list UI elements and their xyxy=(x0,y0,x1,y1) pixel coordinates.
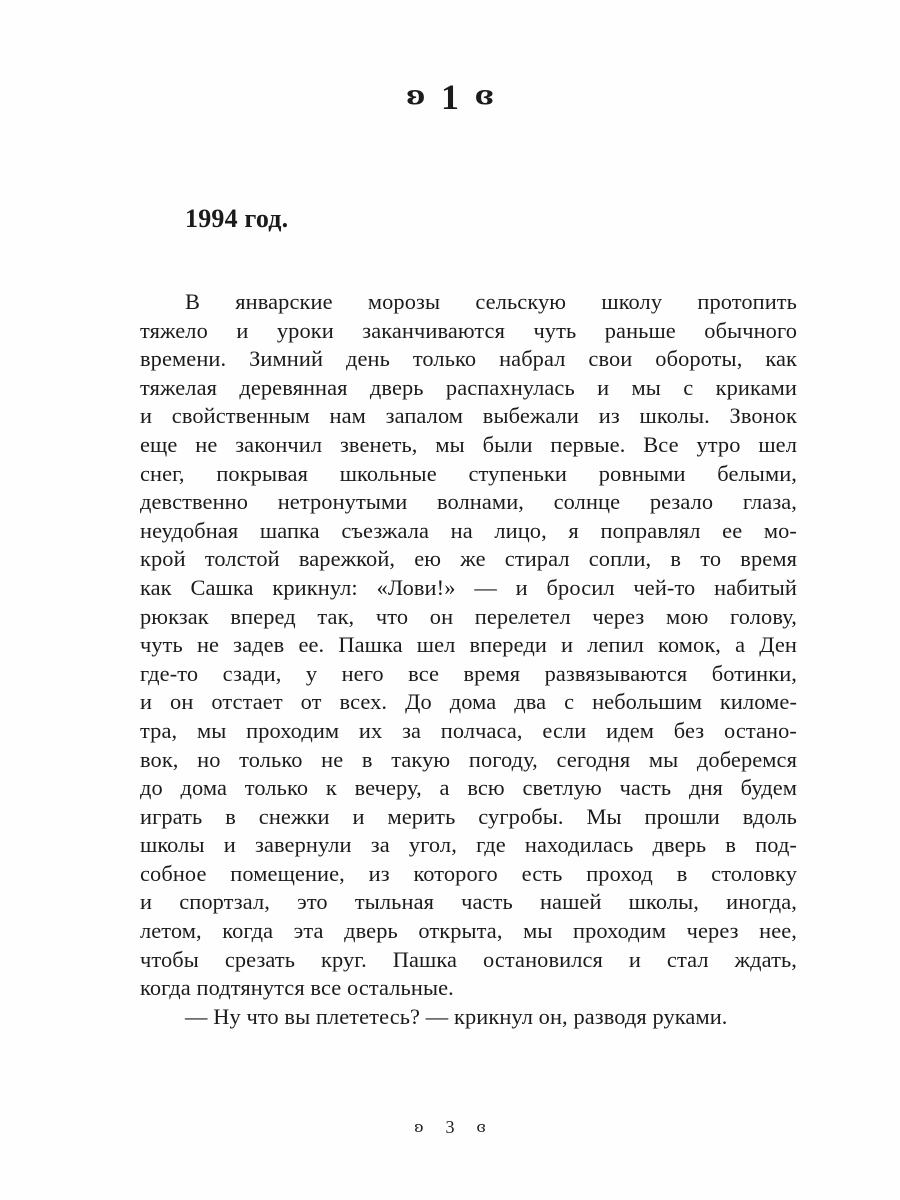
paragraph xyxy=(140,288,797,1003)
footer-ornament-left-icon: ʚ xyxy=(414,1117,424,1136)
text-line: тяжело и уроки заканчиваются чуть раньше обычного xyxy=(140,317,797,343)
text-line: и он отстает от всех. До дома два с небольшим киломе- xyxy=(140,689,797,715)
chapter-number: 1 xyxy=(441,77,459,117)
text-line: времени. Зимний день только набрал свои обороты, как xyxy=(140,346,797,372)
text-line: когда подтянутся все остальные. xyxy=(140,975,454,1001)
text-line: играть в снежки и мерить сугробы. Мы прошли вдоль xyxy=(140,803,797,829)
text-line: неудобная шапка съезжала на лицо, я поправлял ее мо- xyxy=(140,517,797,543)
text-line: и свойственным нам запалом выбежали из школы. Звонок xyxy=(140,403,797,429)
text-line: собное помещение, из которого есть проход в столовку xyxy=(140,860,797,886)
chapter-ornament-right-icon: ɞ xyxy=(475,81,494,111)
text-line: летом, когда эта дверь открыта, мы проходим через нее, xyxy=(140,918,797,944)
text-line: крой толстой варежкой, ею же стирал сопли, в то время xyxy=(140,546,797,572)
footer-ornament-right-icon: ɞ xyxy=(476,1117,486,1136)
chapter-ornament-left-icon: ʚ xyxy=(406,81,425,111)
text-line: еще не закончил звенеть, мы были первые. Все утро шел xyxy=(140,431,797,457)
page-number: 3 xyxy=(445,1117,455,1137)
chapter-heading xyxy=(0,0,900,118)
text-line: снег, покрывая школьные ступеньки ровными белыми, xyxy=(140,460,797,486)
text-line: до дома только к вечеру, а всю светлую часть дня будем xyxy=(140,775,797,801)
body-text xyxy=(0,288,900,1031)
text-line: где-то сзади, у него все время развязываются ботинки, xyxy=(140,660,797,686)
page-footer xyxy=(0,1117,900,1138)
text-line: тяжелая деревянная дверь распахнулась и мы с криками xyxy=(140,374,797,400)
paragraph xyxy=(140,1003,797,1032)
text-line: девственно нетронутыми волнами, солнце резало глаза, xyxy=(140,489,797,515)
text-line: вок, но только не в такую погоду, сегодня мы доберемся xyxy=(140,746,797,772)
section-heading: 1994 год. xyxy=(185,204,289,233)
text-line: рюкзак вперед так, что он перелетел через мою голову, xyxy=(140,603,797,629)
text-line: чуть не задев ее. Пашка шел впереди и лепил комок, а Ден xyxy=(140,632,797,658)
text-line: и спортзал, это тыльная часть нашей школы, иногда, xyxy=(140,889,797,915)
text-line: — Ну что вы плететесь? — крикнул он, разводя руками. xyxy=(185,1003,728,1029)
text-line: тра, мы проходим их за полчаса, если идем без остано- xyxy=(140,717,797,743)
text-line: школы и завернули за угол, где находилась дверь в под- xyxy=(140,832,797,858)
text-line: В январские морозы сельскую школу протопить xyxy=(185,289,797,314)
text-line: как Сашка крикнул: «Лови!» — и бросил чей-то набитый xyxy=(140,574,797,600)
text-line: чтобы срезать круг. Пашка остановился и стал ждать, xyxy=(140,946,797,972)
